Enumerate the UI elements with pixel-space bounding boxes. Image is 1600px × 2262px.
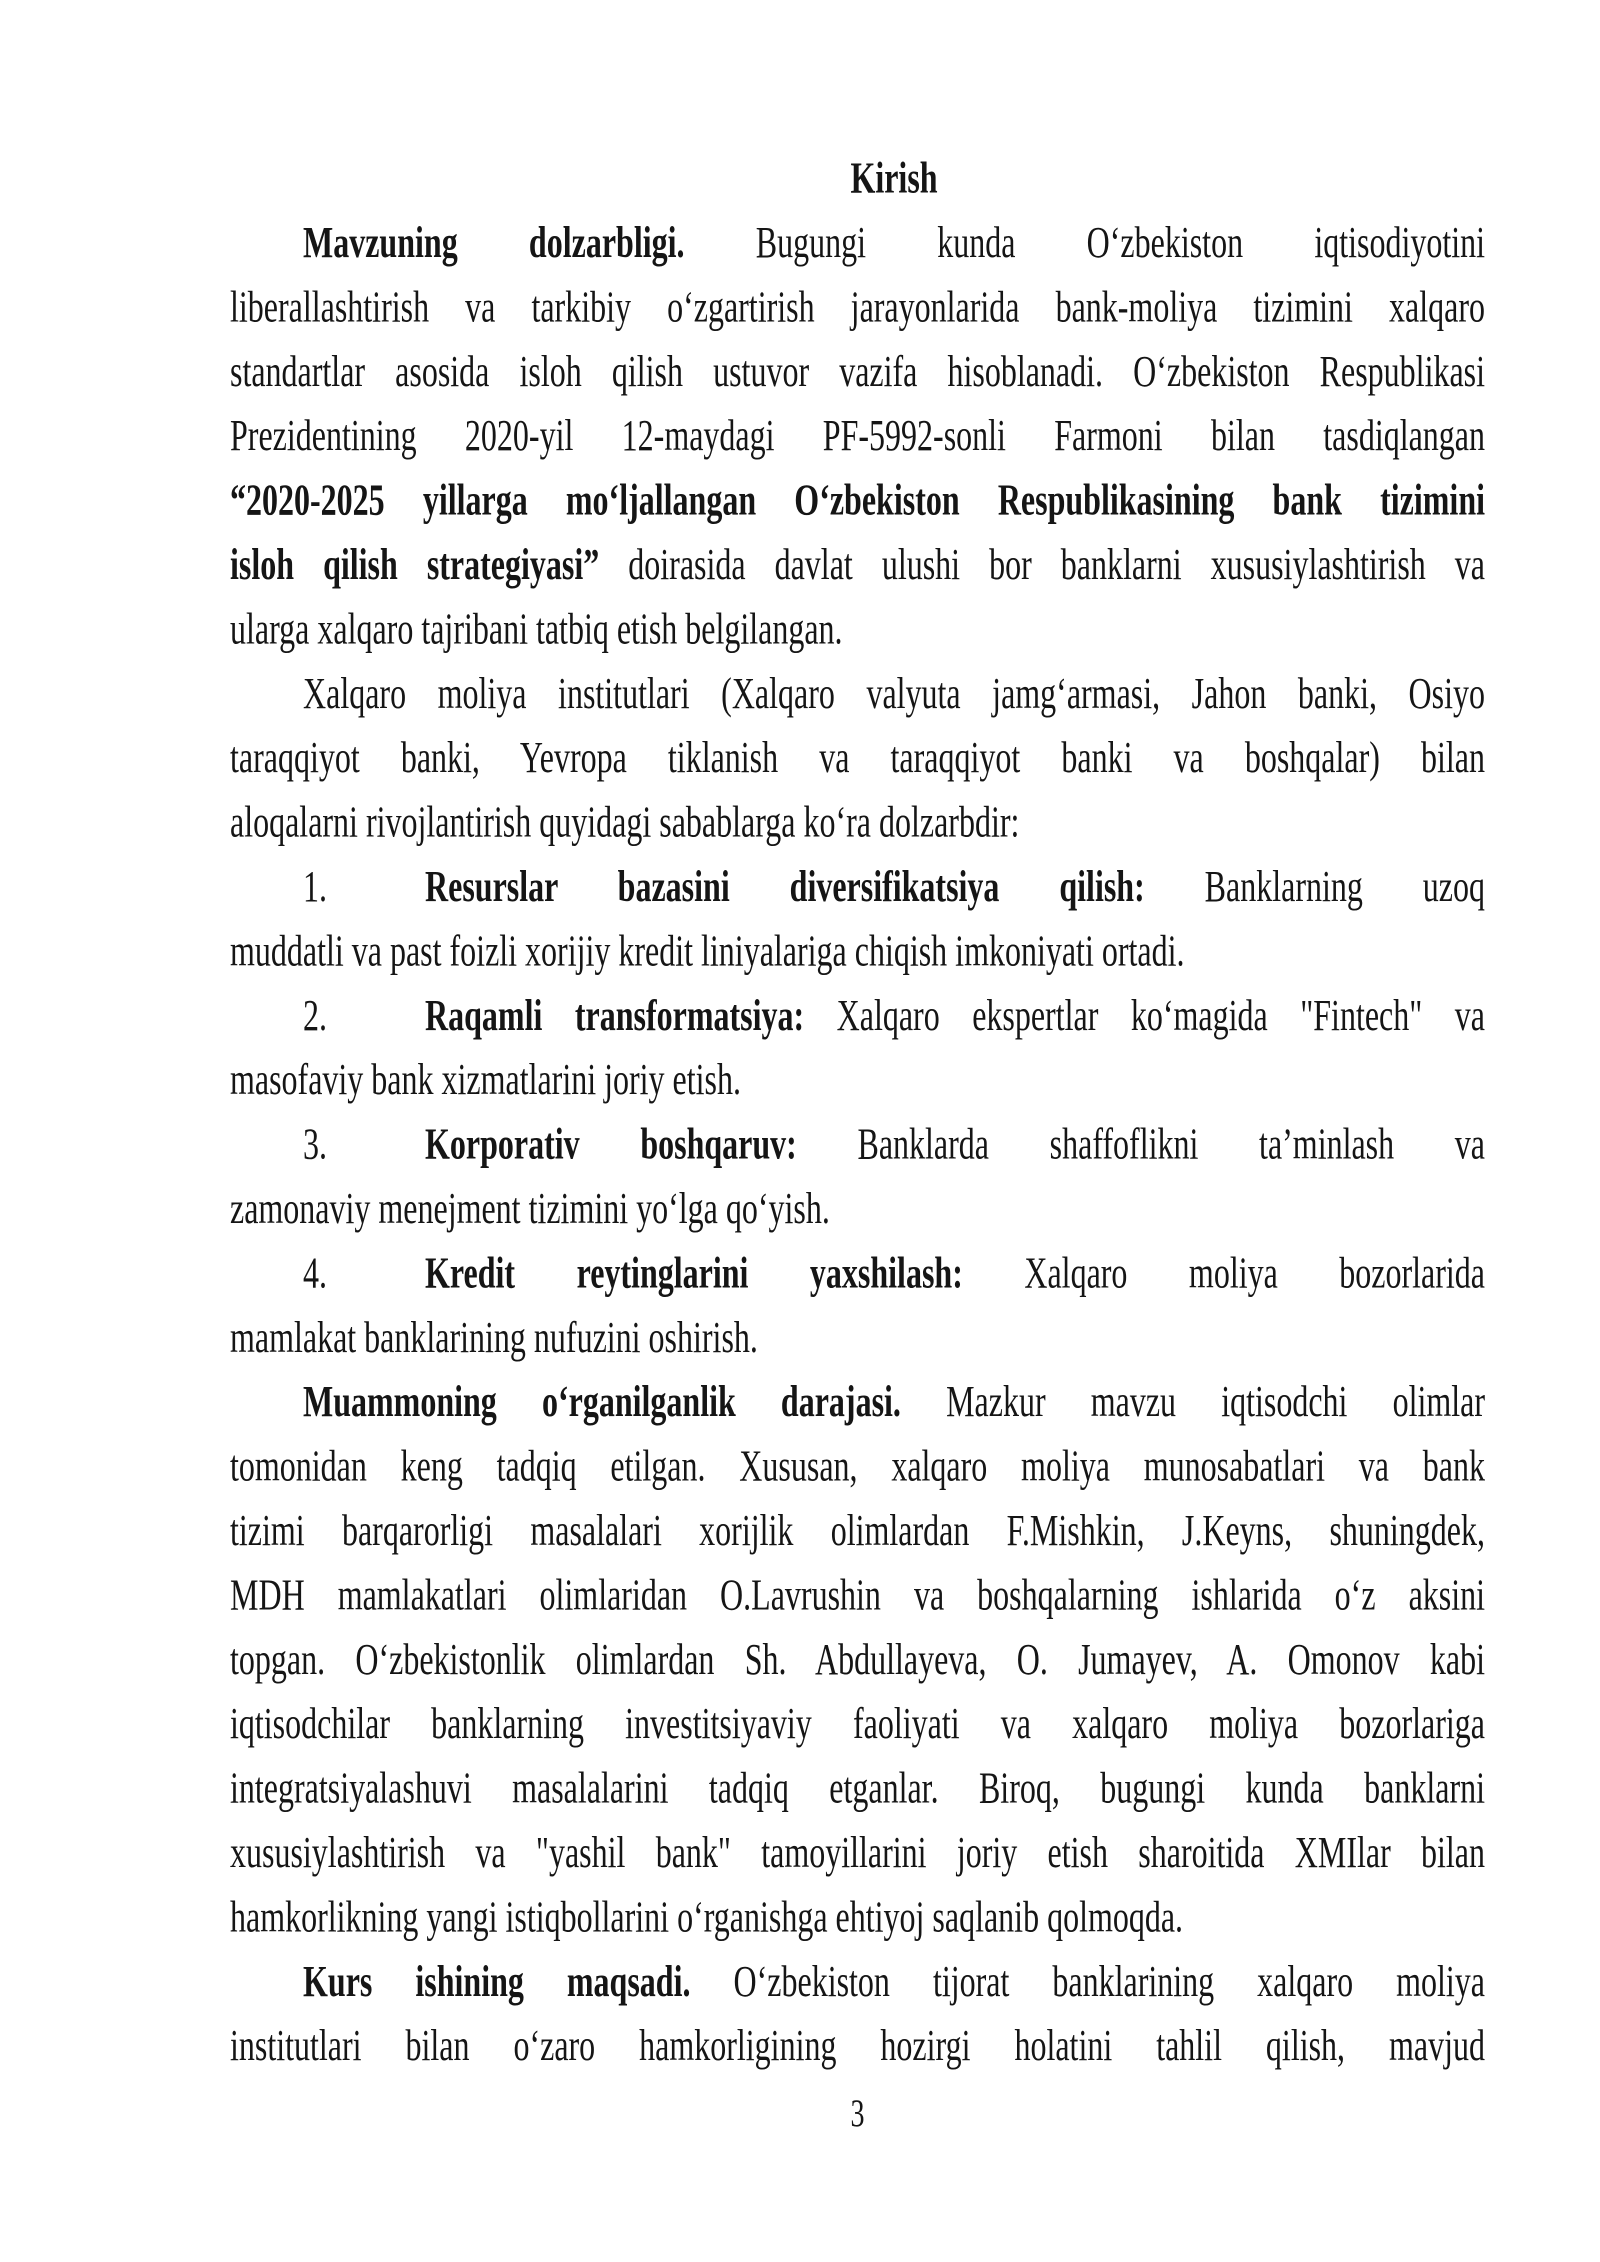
document-content [230, 145, 1485, 2147]
text-segment: tomonidan keng tadqiq etilgan. Xususan, xalqaro moliya munosabatlari va bank [230, 1440, 1485, 1491]
bold-text-segment: Kredit reytinglarini yaxshilash: [425, 1246, 963, 1298]
bold-text-segment: Korporativ boshqaruv: [425, 1118, 797, 1169]
text-line [230, 982, 1485, 1046]
text-line [230, 1562, 1485, 1626]
text-segment: 2. [303, 989, 327, 1040]
text-segment: Xalqaro ekspertlar ko‘magida "Fintech" va [804, 989, 1485, 1040]
bold-text-segment: Mavzuning dolzarbligi. [303, 216, 685, 267]
text-segment: taraqqiyot banki, Yevropa tiklanish va taraqqiyot banki va boshqalar) bilan [230, 731, 1485, 782]
text-line [230, 403, 1485, 467]
text-line [230, 1047, 1485, 1111]
text-segment: integratsiyalashuvi masalalarini tadqiq etganlar. Biroq, bugungi kunda banklarni [230, 1762, 1485, 1813]
text-line [230, 467, 1485, 531]
text-segment: Xalqaro moliya institutlari (Xalqaro valyuta jamg‘armasi, Jahon banki, Osiyo [303, 667, 1485, 718]
text-line [230, 1948, 1485, 2012]
text-line [230, 338, 1485, 402]
bold-text-segment: Resurslar bazasini diversifikatsiya qilish: [425, 860, 1145, 911]
tab-spacer [327, 1157, 425, 1158]
text-segment: institutlari bilan o‘zaro hamkorligining hozirgi holatini tahlil qilish, mavjud [230, 2019, 1485, 2070]
tab-spacer [327, 1286, 425, 1287]
page-number: 3 [850, 2092, 865, 2136]
text-line [230, 1884, 1485, 1948]
text-segment: MDH mamlakatlari olimlaridan O.Lavrushin va boshqalarning ishlarida o‘z aksini [230, 1568, 1485, 1620]
bold-text-segment: isloh qilish strategiyasi” [230, 538, 600, 589]
text-segment: Banklarning uzoq [1144, 860, 1485, 911]
text-line [230, 1433, 1485, 1497]
text-line [230, 2013, 1485, 2077]
text-line [230, 789, 1485, 853]
text-segment: iqtisodchilar banklarning investitsiyaviy faoliyati va xalqaro moliya bozorlariga [230, 1697, 1485, 1748]
bold-text-segment: “2020-2025 yillarga mo‘ljallangan O‘zbekiston Respublikasining bank tizimini [230, 474, 1485, 525]
text-line [230, 853, 1485, 917]
tab-spacer [327, 1028, 425, 1029]
text-line [230, 1819, 1485, 1883]
text-segment: O‘zbekiston tijorat banklarining xalqaro moliya [690, 1955, 1485, 2006]
text-segment: Banklarda shaffoflikni ta’minlash va [796, 1118, 1485, 1169]
text-segment: 4. [303, 1246, 327, 1298]
text-segment: 3. [303, 1118, 327, 1169]
text-segment: liberallashtirish va tarkibiy o‘zgartirish jarayonlarida bank-moliya tizimini xalqaro [230, 280, 1485, 332]
text-segment: mamlakat banklarining nufuzini oshirish. [230, 1311, 758, 1362]
text-segment: Xalqaro moliya bozorlarida [962, 1246, 1485, 1298]
bold-text-segment: Raqamli transformatsiya: [425, 989, 805, 1040]
tab-spacer [327, 900, 425, 901]
text-segment: masofaviy bank xizmatlarini joriy etish. [230, 1053, 741, 1104]
text-segment: hamkorlikning yangi istiqbollarini o‘rganishga ehtiyoj saqlanib qolmoqda. [230, 1890, 1184, 1942]
text-segment: 1. [303, 860, 327, 911]
text-segment: topgan. O‘zbekistonlik olimlardan Sh. Abdullayeva, O. Jumayev, A. Omonov kabi [230, 1633, 1485, 1684]
text-segment: xususiylashtirish va "yashil bank" tamoyillarini joriy etish sharoitida XMIlar bilan [230, 1826, 1485, 1877]
text-line [230, 531, 1485, 595]
text-segment: zamonaviy menejment tizimini yo‘lga qo‘yish. [230, 1182, 830, 1233]
document-body [230, 209, 1485, 2077]
text-segment: tizimi barqarorligi masalalari xorijlik olimlardan F.Mishkin, J.Keyns, shuningdek, [230, 1504, 1485, 1555]
document-title: Kirish [850, 152, 938, 203]
text-line [230, 1755, 1485, 1819]
text-line [230, 596, 1485, 660]
text-segment: aloqalarni rivojlantirish quyidagi sabablarga ko‘ra dolzarbdir: [230, 796, 1020, 847]
text-line [230, 1369, 1485, 1433]
text-line [230, 918, 1485, 982]
text-line [230, 1691, 1485, 1755]
text-line [230, 725, 1485, 789]
text-segment: standartlar asosida isloh qilish ustuvor vazifa hisoblanadi. O‘zbekiston Respublikasi [230, 345, 1485, 396]
text-line [230, 660, 1485, 724]
text-line [230, 1111, 1485, 1175]
text-line [230, 274, 1485, 338]
bold-text-segment: Kurs ishining maqsadi. [303, 1955, 691, 2006]
text-segment: muddatli va past foizli xorijiy kredit liniyalariga chiqish imkoniyati ortadi. [230, 924, 1185, 976]
bold-text-segment: Muammoning o‘rganilganlik darajasi. [303, 1375, 901, 1426]
text-line [230, 1304, 1485, 1368]
text-segment: ularga xalqaro tajribani tatbiq etish belgilangan. [230, 602, 843, 654]
text-segment: Mazkur mavzu iqtisodchi olimlar [900, 1375, 1485, 1426]
text-segment: Prezidentining 2020-yil 12-maydagi PF-5992-sonli Farmoni bilan tasdiqlangan [230, 409, 1485, 460]
text-line [230, 1240, 1485, 1304]
text-line [230, 1175, 1485, 1239]
text-segment: doirasida davlat ulushi bor banklarni xususiylashtirish va [599, 538, 1485, 589]
text-line [230, 1497, 1485, 1561]
text-segment: Bugungi kunda O‘zbekiston iqtisodiyotini [684, 216, 1485, 267]
text-line [230, 209, 1485, 273]
text-line [230, 1626, 1485, 1690]
